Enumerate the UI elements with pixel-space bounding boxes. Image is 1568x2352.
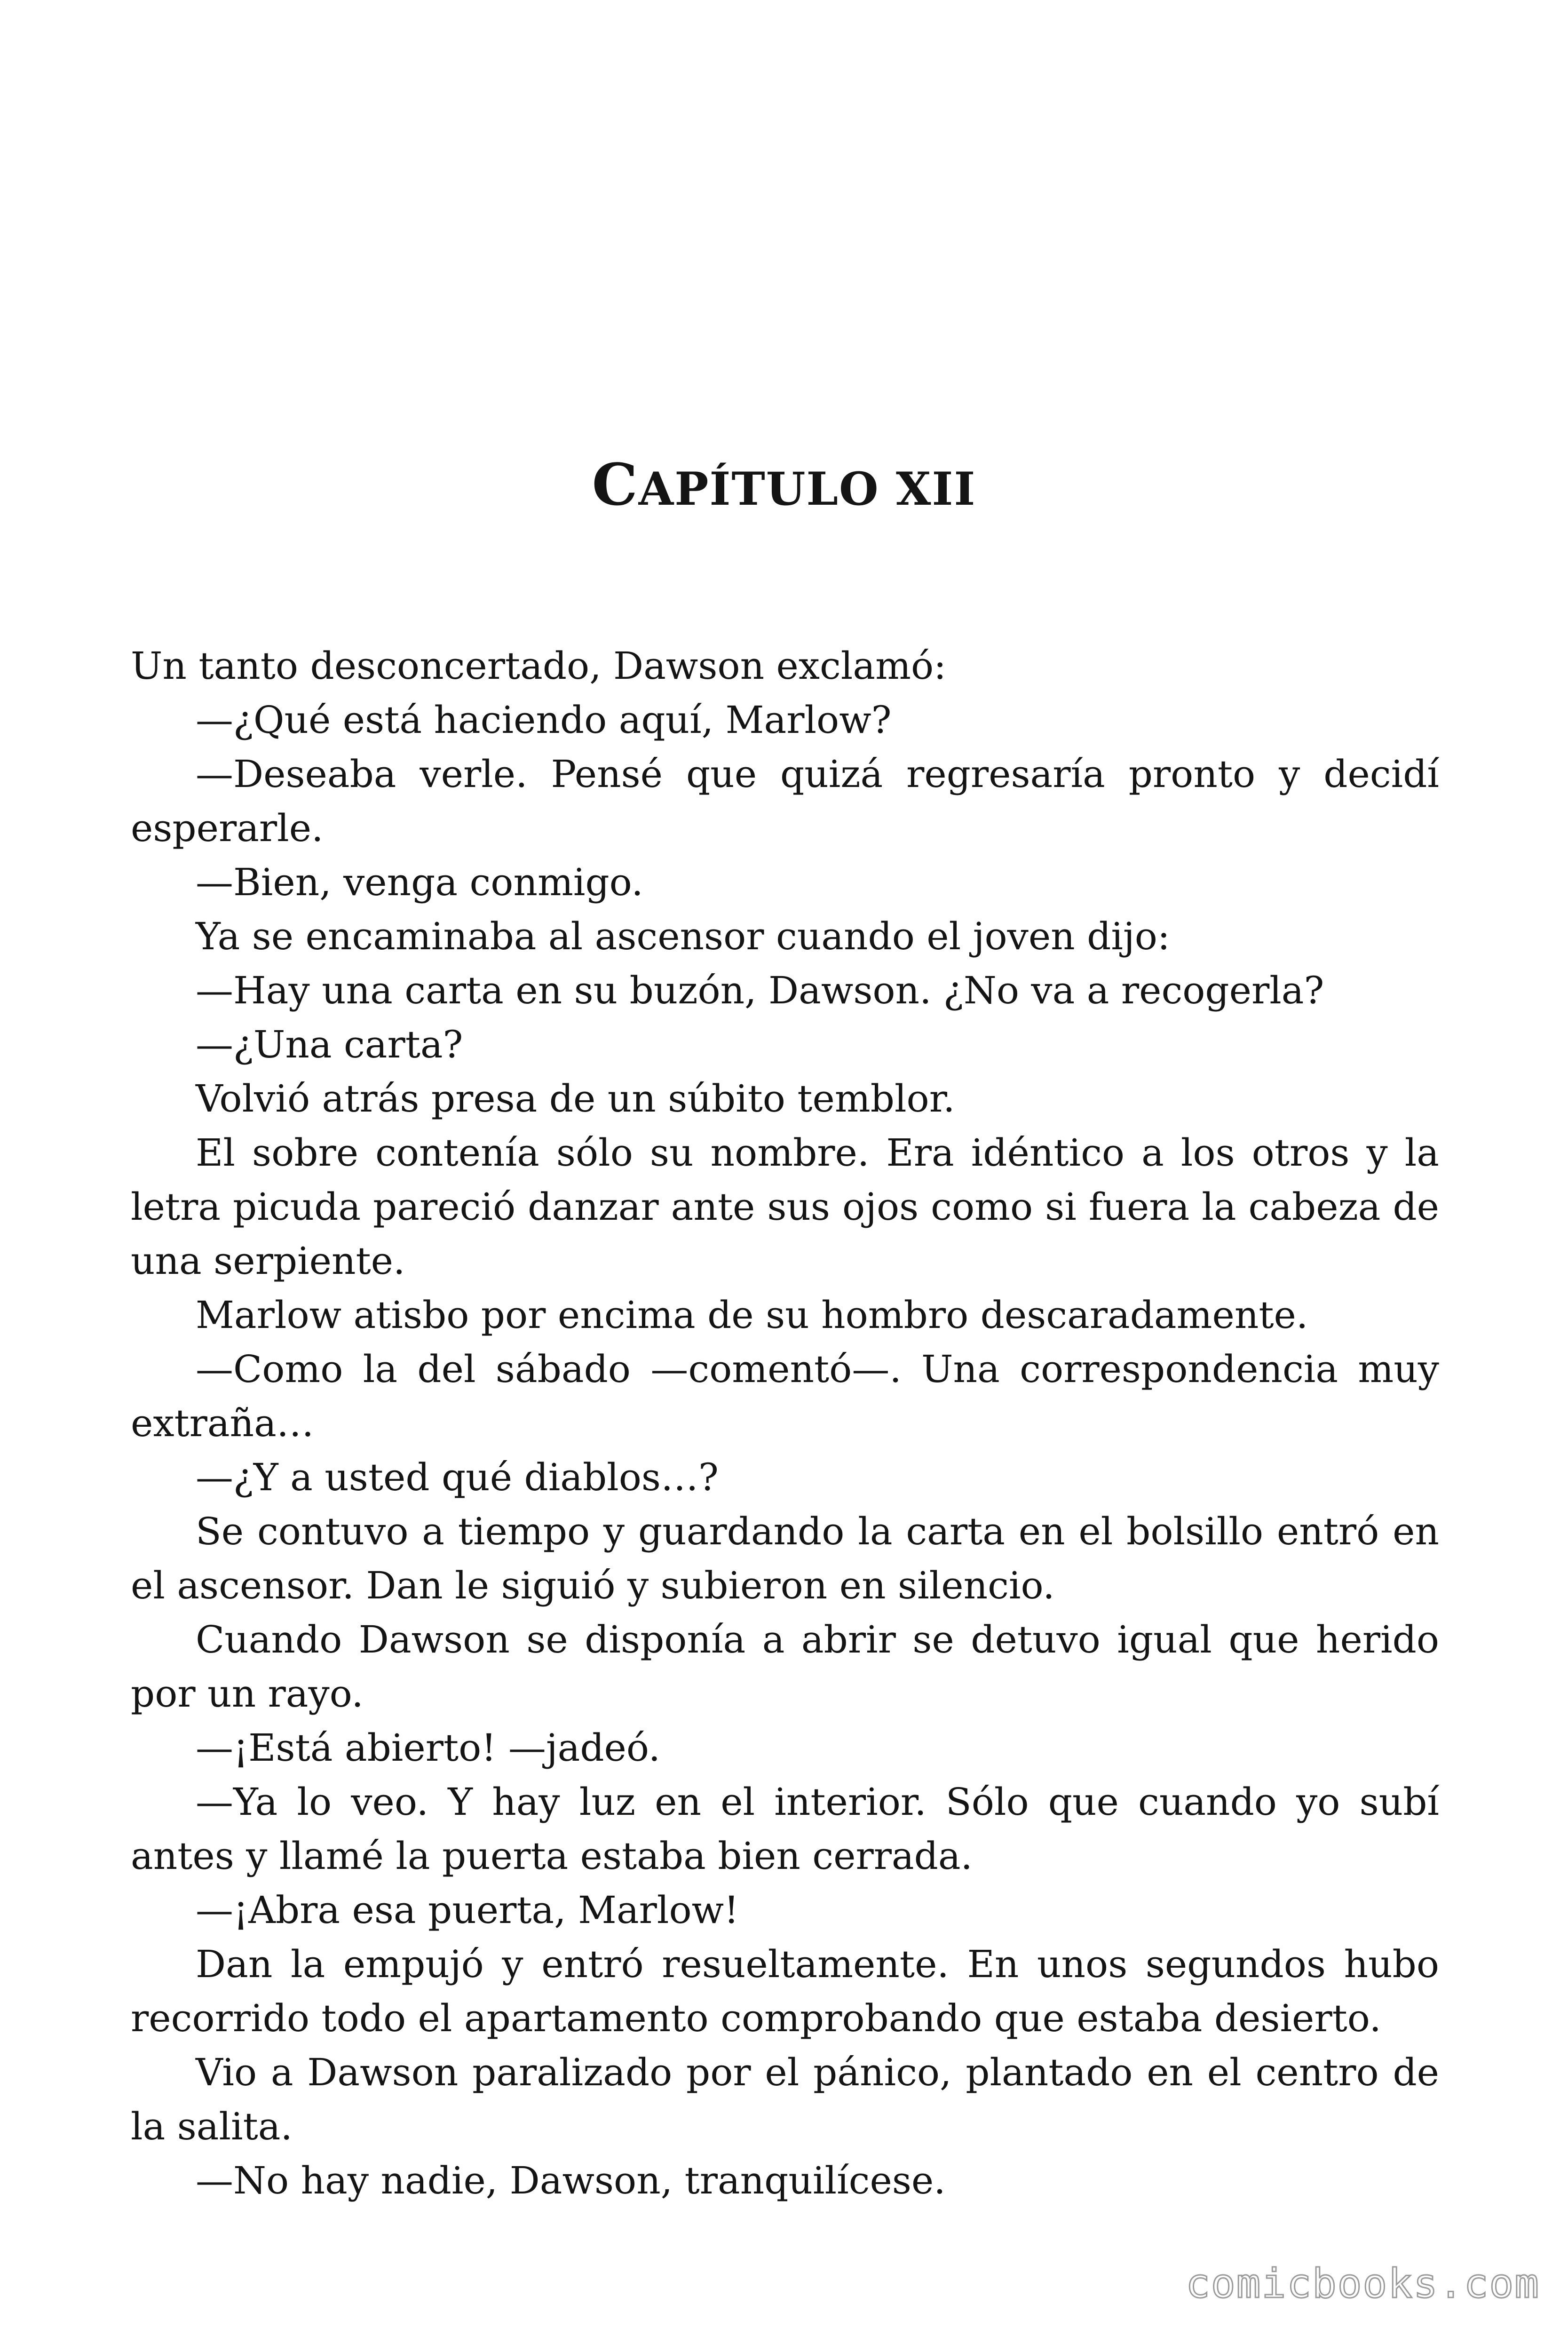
paragraph: Cuando Dawson se disponía a abrir se detuvo igual que herido por un rayo.: [131, 1618, 1439, 1716]
watermark: comicbooks.com: [1186, 2260, 1540, 2307]
paragraph: Vio a Dawson paralizado por el pánico, plantado en el centro de la salita.: [131, 2050, 1439, 2148]
paragraph: —Deseaba verle. Pensé que quizá regresaría pronto y decidí esperarle.: [131, 752, 1439, 850]
paragraph: —Bien, venga conmigo.: [196, 860, 643, 904]
chapter-title-initial: C: [592, 451, 639, 518]
paragraph: Se contuvo a tiempo y guardando la carta en el bolsillo entró en el ascensor. Dan le siguió y subieron en silencio.: [131, 1510, 1439, 1607]
paragraph: —¡Abra esa puerta, Marlow!: [196, 1888, 739, 1932]
chapter-title: [0, 447, 1568, 527]
paragraph: —¿Y a usted qué diablos…?: [196, 1455, 719, 1499]
paragraph: —¿Una carta?: [196, 1023, 463, 1066]
paragraph: —¿Qué está haciendo aquí, Marlow?: [196, 698, 892, 742]
paragraph: —No hay nadie, Dawson, tranquilícese.: [196, 2159, 946, 2202]
paragraph: —Como la del sábado —comentó—. Una correspondencia muy extraña…: [131, 1347, 1439, 1445]
paragraph: El sobre contenía sólo su nombre. Era idéntico a los otros y la letra picuda pareció danzar ante sus ojos como si fuera la cabeza de una serpiente.: [131, 1131, 1439, 1283]
paragraph: Un tanto desconcertado, Dawson exclamó:: [131, 644, 947, 688]
paragraph: Dan la empujó y entró resueltamente. En unos segundos hubo recorrido todo el apartamento comprobando que estaba desierto.: [131, 1942, 1439, 2040]
paragraph: —Ya lo veo. Y hay luz en el interior. Sólo que cuando yo subí antes y llamé la puerta estaba bien cerrada.: [131, 1780, 1439, 1878]
paragraph: —Hay una carta en su buzón, Dawson. ¿No va a recogerla?: [196, 969, 1324, 1012]
paragraph: Marlow atisbo por encima de su hombro descaradamente.: [196, 1293, 1308, 1337]
paragraph: Ya se encaminaba al ascensor cuando el joven dijo:: [196, 914, 1170, 958]
chapter-body: [131, 639, 1439, 2208]
paragraph: —¡Está abierto! —jadeó.: [196, 1726, 661, 1770]
chapter-title-rest: APÍTULO XII: [638, 462, 976, 516]
paragraph: Volvió atrás presa de un súbito temblor.: [196, 1077, 955, 1120]
